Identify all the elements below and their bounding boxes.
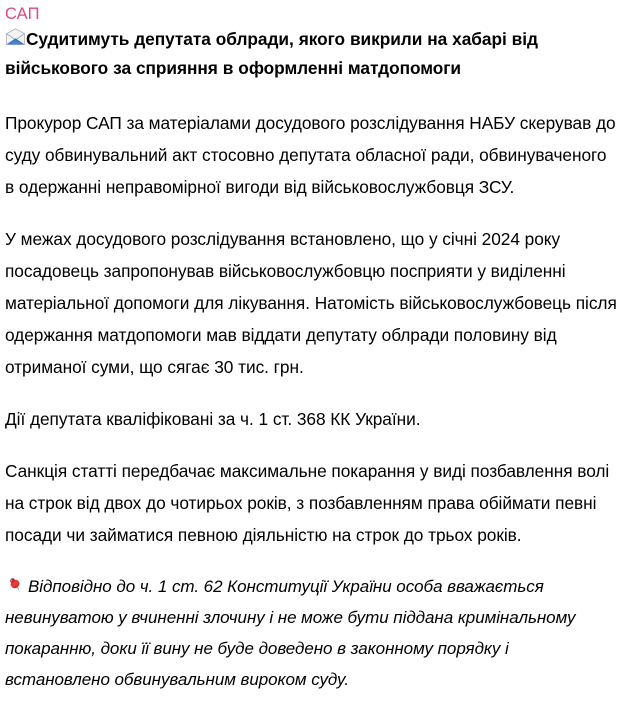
paragraph-investigation-findings: У межах досудового розслідування встановлено, що у січні 2024 року посадовець запропонував військовослужбовцю посприяти у виділенні матеріальної допомоги для лікування. Натомість військовослужбовець після одержання матдопомоги мав віддати депутату облради половину від отриманої суми, що сягає 30 тис. грн. (5, 229, 617, 377)
disclaimer-text: Відповідно до ч. 1 ст. 62 Конституції України особа вважається невинуватою у вчиненні злочину і не може бути піддана кримінальному покаранню, доки її вину не буде доведено в законному порядку і встановлено обвинувальним вироком суду. (5, 577, 576, 689)
pushpin-icon (5, 574, 26, 595)
paragraph-presumption-of-innocence (5, 571, 618, 695)
source-channel-label: САП (5, 5, 40, 23)
incoming-envelope-icon (5, 27, 26, 48)
paragraph-indictment-sent: Прокурор САП за матеріалами досудового розслідування НАБУ скерував до суду обвинувальний акт стосовно депутата обласної ради, обвинуваченого в одержанні неправомірної вигоди від військовослужбовця ЗСУ. (5, 113, 616, 197)
paragraph-legal-qualification: Дії депутата кваліфіковані за ч. 1 ст. 368 КК України. (5, 409, 421, 429)
post-body (5, 107, 618, 695)
page-title (5, 25, 618, 83)
paragraph-sanction: Санкція статті передбачає максимальне покарання у виді позбавлення волі на строк від двох до чотирьох років, з позбавленням права обіймати певні посади чи займатися певною діяльністю на строк до трьох років. (5, 461, 610, 545)
headline-text: Судитимуть депутата облради, якого викрили на хабарі від військового за сприяння в оформленні матдопомоги (5, 29, 538, 78)
